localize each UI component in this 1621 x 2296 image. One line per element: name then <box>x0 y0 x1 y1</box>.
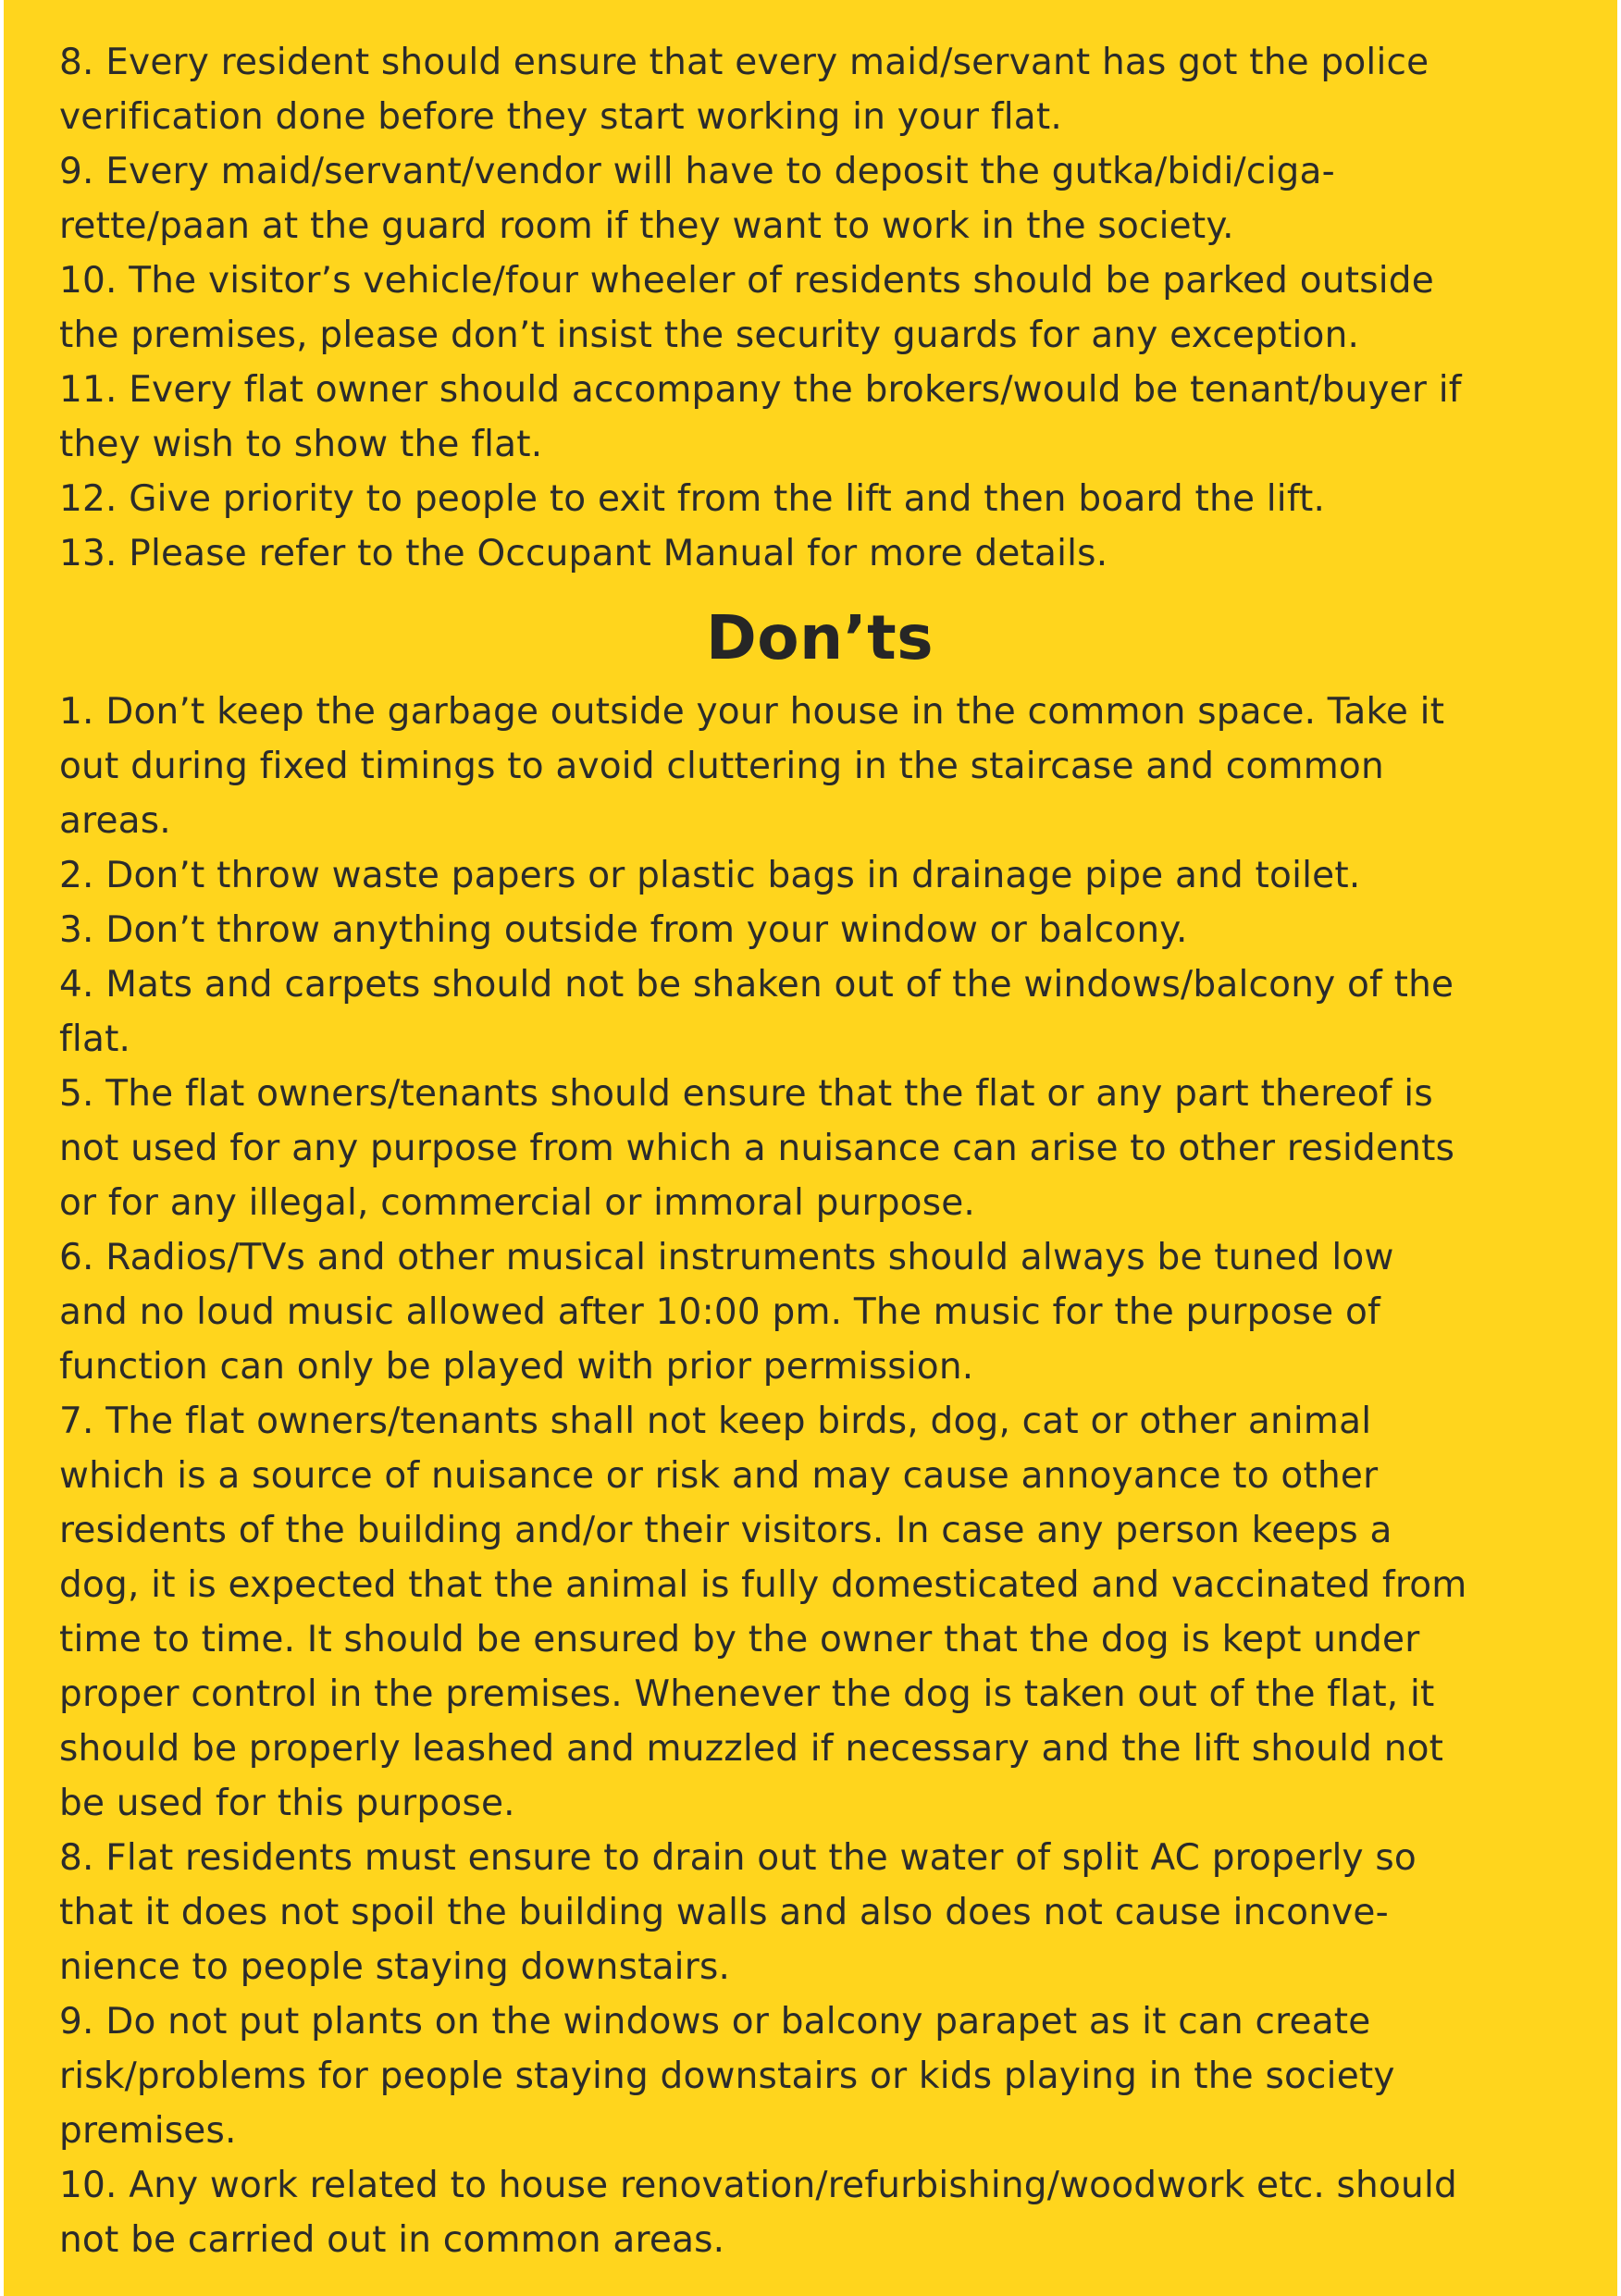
donts-list <box>59 685 1580 2267</box>
rule-line: 9. Do not put plants on the windows or balcony parapet as it can create <box>59 2001 1371 2043</box>
rule-line: 5. The flat owners/tenants should ensure that the flat or any part thereof is <box>59 1073 1433 1115</box>
rule-line: be used for this purpose. <box>59 1783 515 1824</box>
rule-line: 1. Don’t keep the garbage outside your house in the common space. Take it <box>59 691 1445 733</box>
donts-item-8 <box>59 1831 1580 1994</box>
rule-line: 10. The visitor’s vehicle/four wheeler of residents should be parked outside <box>59 260 1434 302</box>
rule-line: 4. Mats and carpets should not be shaken out of the windows/balcony of the <box>59 964 1454 1006</box>
rule-line: dog, it is expected that the animal is fully domesticated and vaccinated from <box>59 1564 1467 1606</box>
rule-line: which is a source of nuisance or risk and may cause annoyance to other <box>59 1455 1379 1497</box>
rule-line: 11. Every flat owner should accompany the brokers/would be tenant/buyer if <box>59 369 1462 411</box>
donts-heading: Don’ts <box>705 602 934 673</box>
dos-item-12 <box>59 472 1580 526</box>
rule-line: they wish to show the flat. <box>59 424 543 465</box>
rule-line: 13. Please refer to the Occupant Manual for more details. <box>59 533 1108 574</box>
rule-line: 9. Every maid/servant/vendor will have to deposit the gutka/bidi/ciga- <box>59 151 1335 192</box>
dos-item-13 <box>59 526 1580 581</box>
donts-item-9 <box>59 1994 1580 2158</box>
donts-item-1 <box>59 685 1580 848</box>
dos-item-10 <box>59 253 1580 363</box>
rule-line: function can only be played with prior permission. <box>59 1346 974 1388</box>
rule-line: or for any illegal, commercial or immoral purpose. <box>59 1182 976 1224</box>
rule-line: 2. Don’t throw waste papers or plastic bags in drainage pipe and toilet. <box>59 855 1361 896</box>
rule-line: risk/problems for people staying downstairs or kids playing in the society <box>59 2055 1395 2097</box>
dos-item-9 <box>59 144 1580 253</box>
rule-line: flat. <box>59 1018 131 1060</box>
rule-line: time to time. It should be ensured by the owner that the dog is kept under <box>59 1619 1420 1660</box>
rule-line: verification done before they start working in your flat. <box>59 96 1062 138</box>
rule-line: 12. Give priority to people to exit from the lift and then board the lift. <box>59 478 1326 520</box>
rule-line: not be carried out in common areas. <box>59 2219 725 2261</box>
donts-item-3 <box>59 903 1580 957</box>
rule-line: not used for any purpose from which a nuisance can arise to other residents <box>59 1128 1455 1169</box>
rule-line: premises. <box>59 2110 237 2152</box>
donts-item-2 <box>59 848 1580 903</box>
donts-item-4 <box>59 957 1580 1067</box>
rule-line: and no loud music allowed after 10:00 pm. The music for the purpose of <box>59 1291 1380 1333</box>
rule-line: that it does not spoil the building walls and also does not cause inconve- <box>59 1892 1389 1933</box>
rule-line: 6. Radios/TVs and other musical instruments should always be tuned low <box>59 1237 1394 1278</box>
notice-panel <box>4 0 1617 2296</box>
donts-item-6 <box>59 1230 1580 1394</box>
rule-line: 3. Don’t throw anything outside from your window or balcony. <box>59 909 1188 951</box>
donts-item-5 <box>59 1067 1580 1230</box>
rule-line: the premises, please don’t insist the security guards for any exception. <box>59 315 1360 356</box>
rule-line: out during fixed timings to avoid cluttering in the staircase and common <box>59 746 1384 787</box>
rule-line: 10. Any work related to house renovation/refurbishing/woodwork etc. should <box>59 2165 1457 2206</box>
rule-line: residents of the building and/or their visitors. In case any person keeps a <box>59 1510 1392 1551</box>
rule-line: proper control in the premises. Whenever the dog is taken out of the flat, it <box>59 1673 1435 1715</box>
rule-line: areas. <box>59 800 171 842</box>
rule-line: 7. The flat owners/tenants shall not keep birds, dog, cat or other animal <box>59 1401 1372 1442</box>
rule-line: nience to people staying downstairs. <box>59 1946 731 1988</box>
dos-item-8 <box>59 35 1580 144</box>
rule-line: rette/paan at the guard room if they want to work in the society. <box>59 205 1234 247</box>
donts-item-7 <box>59 1394 1580 1831</box>
rule-line: 8. Every resident should ensure that every maid/servant has got the police <box>59 42 1429 83</box>
dos-list <box>59 35 1580 581</box>
donts-item-10 <box>59 2158 1580 2267</box>
dos-item-11 <box>59 363 1580 472</box>
rule-line: should be properly leashed and muzzled if necessary and the lift should not <box>59 1728 1444 1770</box>
rule-line: 8. Flat residents must ensure to drain out the water of split AC properly so <box>59 1837 1417 1879</box>
